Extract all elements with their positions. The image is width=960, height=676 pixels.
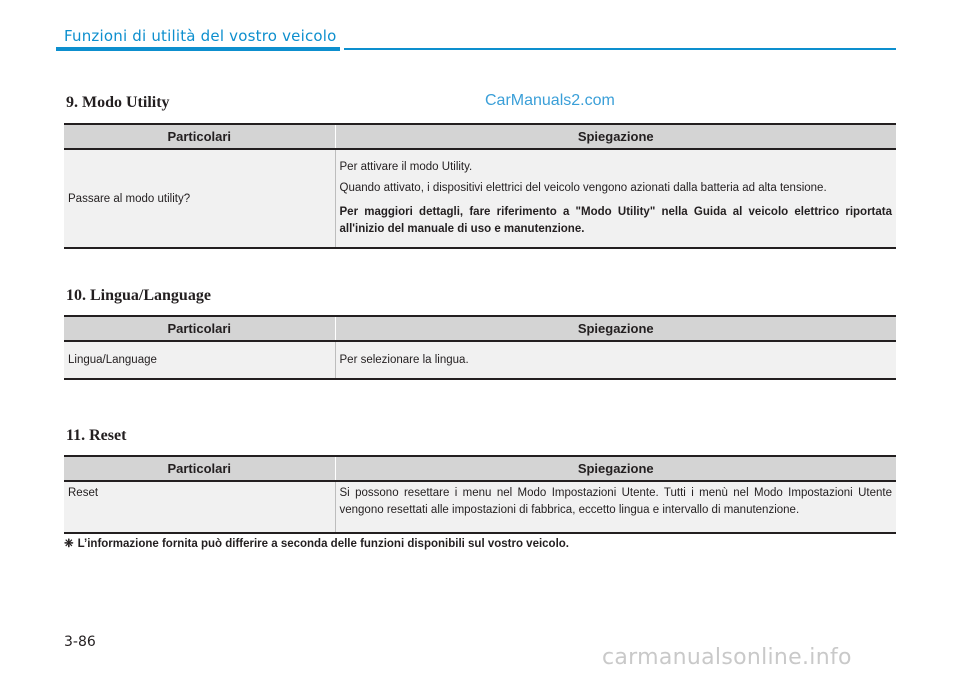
explanation-paragraph: Quando attivato, i dispositivi elettrici del veicolo vengono azionati dalla batteria ad alta tensione.	[339, 182, 827, 194]
table-header-row	[64, 316, 896, 341]
page-number: 3-86	[64, 634, 96, 650]
row-explanation	[335, 481, 896, 533]
section-title-modo-utility: 9. Modo Utility	[66, 94, 170, 111]
footnote-text: L’informazione fornita può differire a seconda delle funzioni disponibili sul vostro veicolo.	[77, 538, 570, 550]
row-item	[64, 149, 335, 248]
section-title-reset: 11. Reset	[66, 427, 127, 444]
explanation-paragraph: Per attivare il modo Utility.	[339, 161, 473, 173]
header-rule	[344, 48, 896, 50]
table-row	[64, 341, 896, 379]
row-item	[64, 481, 335, 533]
table-modo-utility	[64, 123, 896, 249]
explanation-bold-note: Per maggiori dettagli, fare riferimento a "Modo Utility" nella Guida al veicolo elettrico riportata all'inizio del manuale di uso e manutenzione.	[339, 206, 892, 235]
explanation-paragraph: Per selezionare la lingua.	[339, 353, 469, 366]
row-item	[64, 341, 335, 379]
column-header-particolari: Particolari	[64, 124, 335, 149]
table-header-row	[64, 124, 896, 149]
row-explanation	[335, 149, 896, 248]
table-reset	[64, 455, 896, 534]
column-header-spiegazione: Spiegazione	[335, 124, 896, 149]
column-header-particolari: Particolari	[64, 316, 335, 341]
table-lingua-language	[64, 315, 896, 380]
row-item-label: Reset	[68, 487, 99, 499]
column-header-spiegazione: Spiegazione	[335, 456, 896, 481]
watermark-top: CarManuals2.com	[485, 92, 615, 109]
asterisk-icon: ❈	[64, 538, 74, 550]
section-title-lingua-language: 10. Lingua/Language	[66, 287, 211, 304]
explanation-paragraph: Si possono resettare i menu nel Modo Impostazioni Utente. Tutti i menù nel Modo Impostazioni Utente vengono resettati alle impostazioni di fabbrica, eccetto lingua e intervallo di manutenzione.	[339, 487, 892, 516]
footnote	[64, 536, 569, 550]
running-header-title: Funzioni di utilità del vostro veicolo	[64, 27, 337, 45]
table-row	[64, 481, 896, 533]
table-header-row	[64, 456, 896, 481]
watermark-bottom: carmanualsonline.info	[602, 645, 852, 670]
row-item-label: Lingua/Language	[68, 354, 157, 366]
header-accent-bar	[56, 47, 340, 51]
row-explanation	[335, 341, 896, 379]
column-header-particolari: Particolari	[64, 456, 335, 481]
column-header-spiegazione: Spiegazione	[335, 316, 896, 341]
row-item-label: Passare al modo utility?	[68, 192, 191, 205]
table-row	[64, 149, 896, 248]
